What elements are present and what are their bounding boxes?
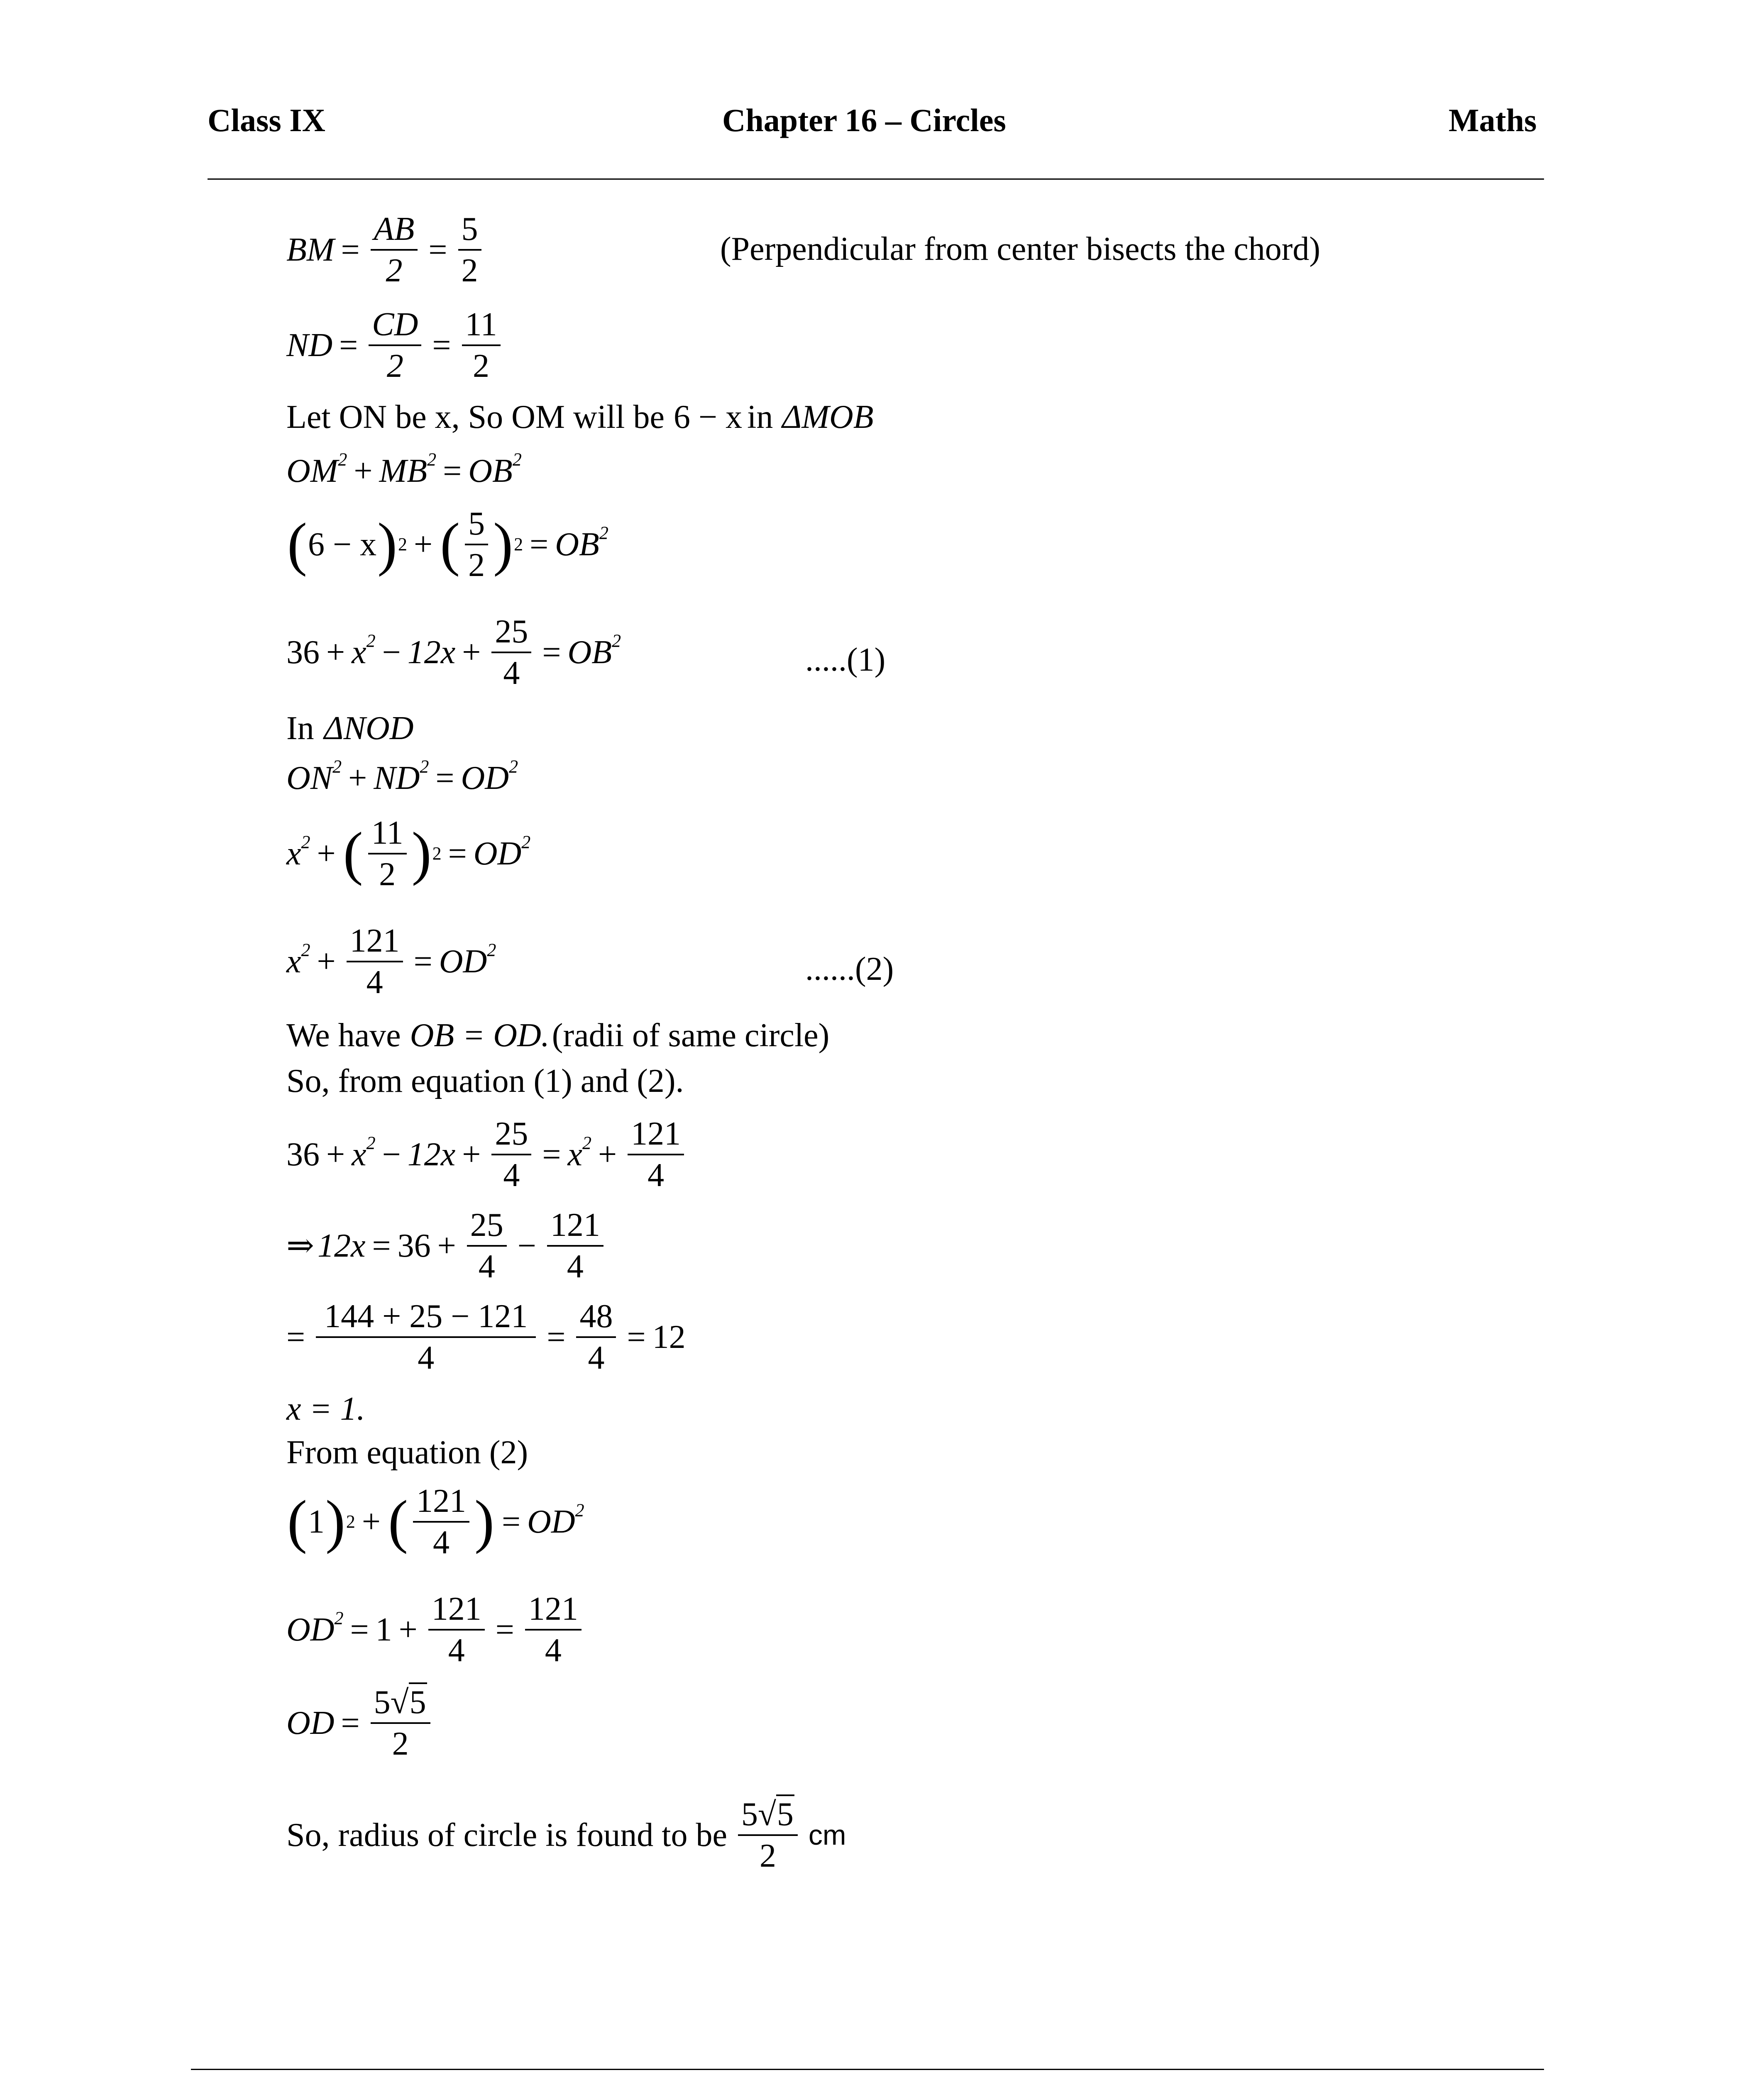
- eq-pythag-mob: $OM^2$ + $MB^2$ = $OB^2$: [286, 449, 522, 489]
- label-eq1: .....(1): [805, 642, 886, 678]
- unit-cm: cm: [808, 1819, 846, 1851]
- eq-pythag-nod: $ON^2$ + $ND^2$ = $OD^2$: [286, 756, 518, 796]
- eq-implies: ⇒ 12x = 36 + $\frac{25}{4}$ − $\frac{121}{4}$: [286, 1208, 608, 1284]
- header-chapter: Chapter 16 – Circles: [722, 102, 1006, 138]
- eq-x-value: x = 1.: [286, 1391, 365, 1427]
- text-so-from: So, from equation (1) and (2).: [286, 1063, 684, 1099]
- eq-simplify: = $\frac{144 + 25 - 121}{4}$ = $\frac{48}{4}$ = 12: [286, 1298, 686, 1376]
- header-rule: [208, 178, 1544, 180]
- eq-od: OD = $\frac{5√5}{2}$: [286, 1685, 435, 1761]
- eq-combined: 36 + $x^2$ − 12x + $\frac{25}{4}$ = $x^2$ + $\frac{121}{4}$: [286, 1116, 688, 1193]
- sym-bm: BM: [286, 232, 335, 268]
- eq-1: 36 + $x^2$ − 12x + $\frac{25}{4}$ = $OB^2$: [286, 613, 621, 691]
- text-let-on: Let ON be x, So OM will be 6 − x in ΔMOB: [286, 399, 874, 435]
- eq-sub-nod: $x^2$ + ( $\frac{11}{2}$ ) 2 = $OD^2$: [286, 815, 531, 893]
- header-subject: Maths: [1449, 102, 1537, 138]
- frac-num: AB: [371, 212, 418, 251]
- eq-sub-mob: ( 6 − x ) 2 + ( $\frac{5}{2}$ ) 2 = $OB^2$: [287, 505, 608, 583]
- eq-substitute: ( 1 ) 2 + ( $\frac{121}{4}$ ) = $OD^2$: [287, 1483, 584, 1561]
- header-class: Class IX: [208, 102, 325, 138]
- eq-bm: BM = $\frac{AB}{2}$ = $\frac{5}{2}$: [286, 212, 486, 288]
- text-from-eq2: From equation (2): [286, 1434, 528, 1471]
- eq-2: $x^2$ + $\frac{121}{4}$ = $OD^2$: [286, 923, 496, 1001]
- eq-nd: ND = $\frac{CD}{2}$ = $\frac{11}{2}$: [286, 307, 505, 383]
- note-perpendicular: (Perpendicular from center bisects the chord): [720, 231, 1321, 267]
- footer-rule: [191, 2069, 1544, 2070]
- text-conclusion: So, radius of circle is found to be $\frac{5√5}{2}$ cm: [286, 1797, 846, 1873]
- text-we-have: We have OB = OD. (radii of same circle): [286, 1017, 830, 1054]
- text-in-nod: In ΔNOD: [286, 710, 414, 747]
- label-eq2: ......(2): [805, 951, 894, 987]
- eq-od-squared: $OD^2$ = 1 + $\frac{121}{4}$ = $\frac{121}{4}$: [286, 1592, 586, 1668]
